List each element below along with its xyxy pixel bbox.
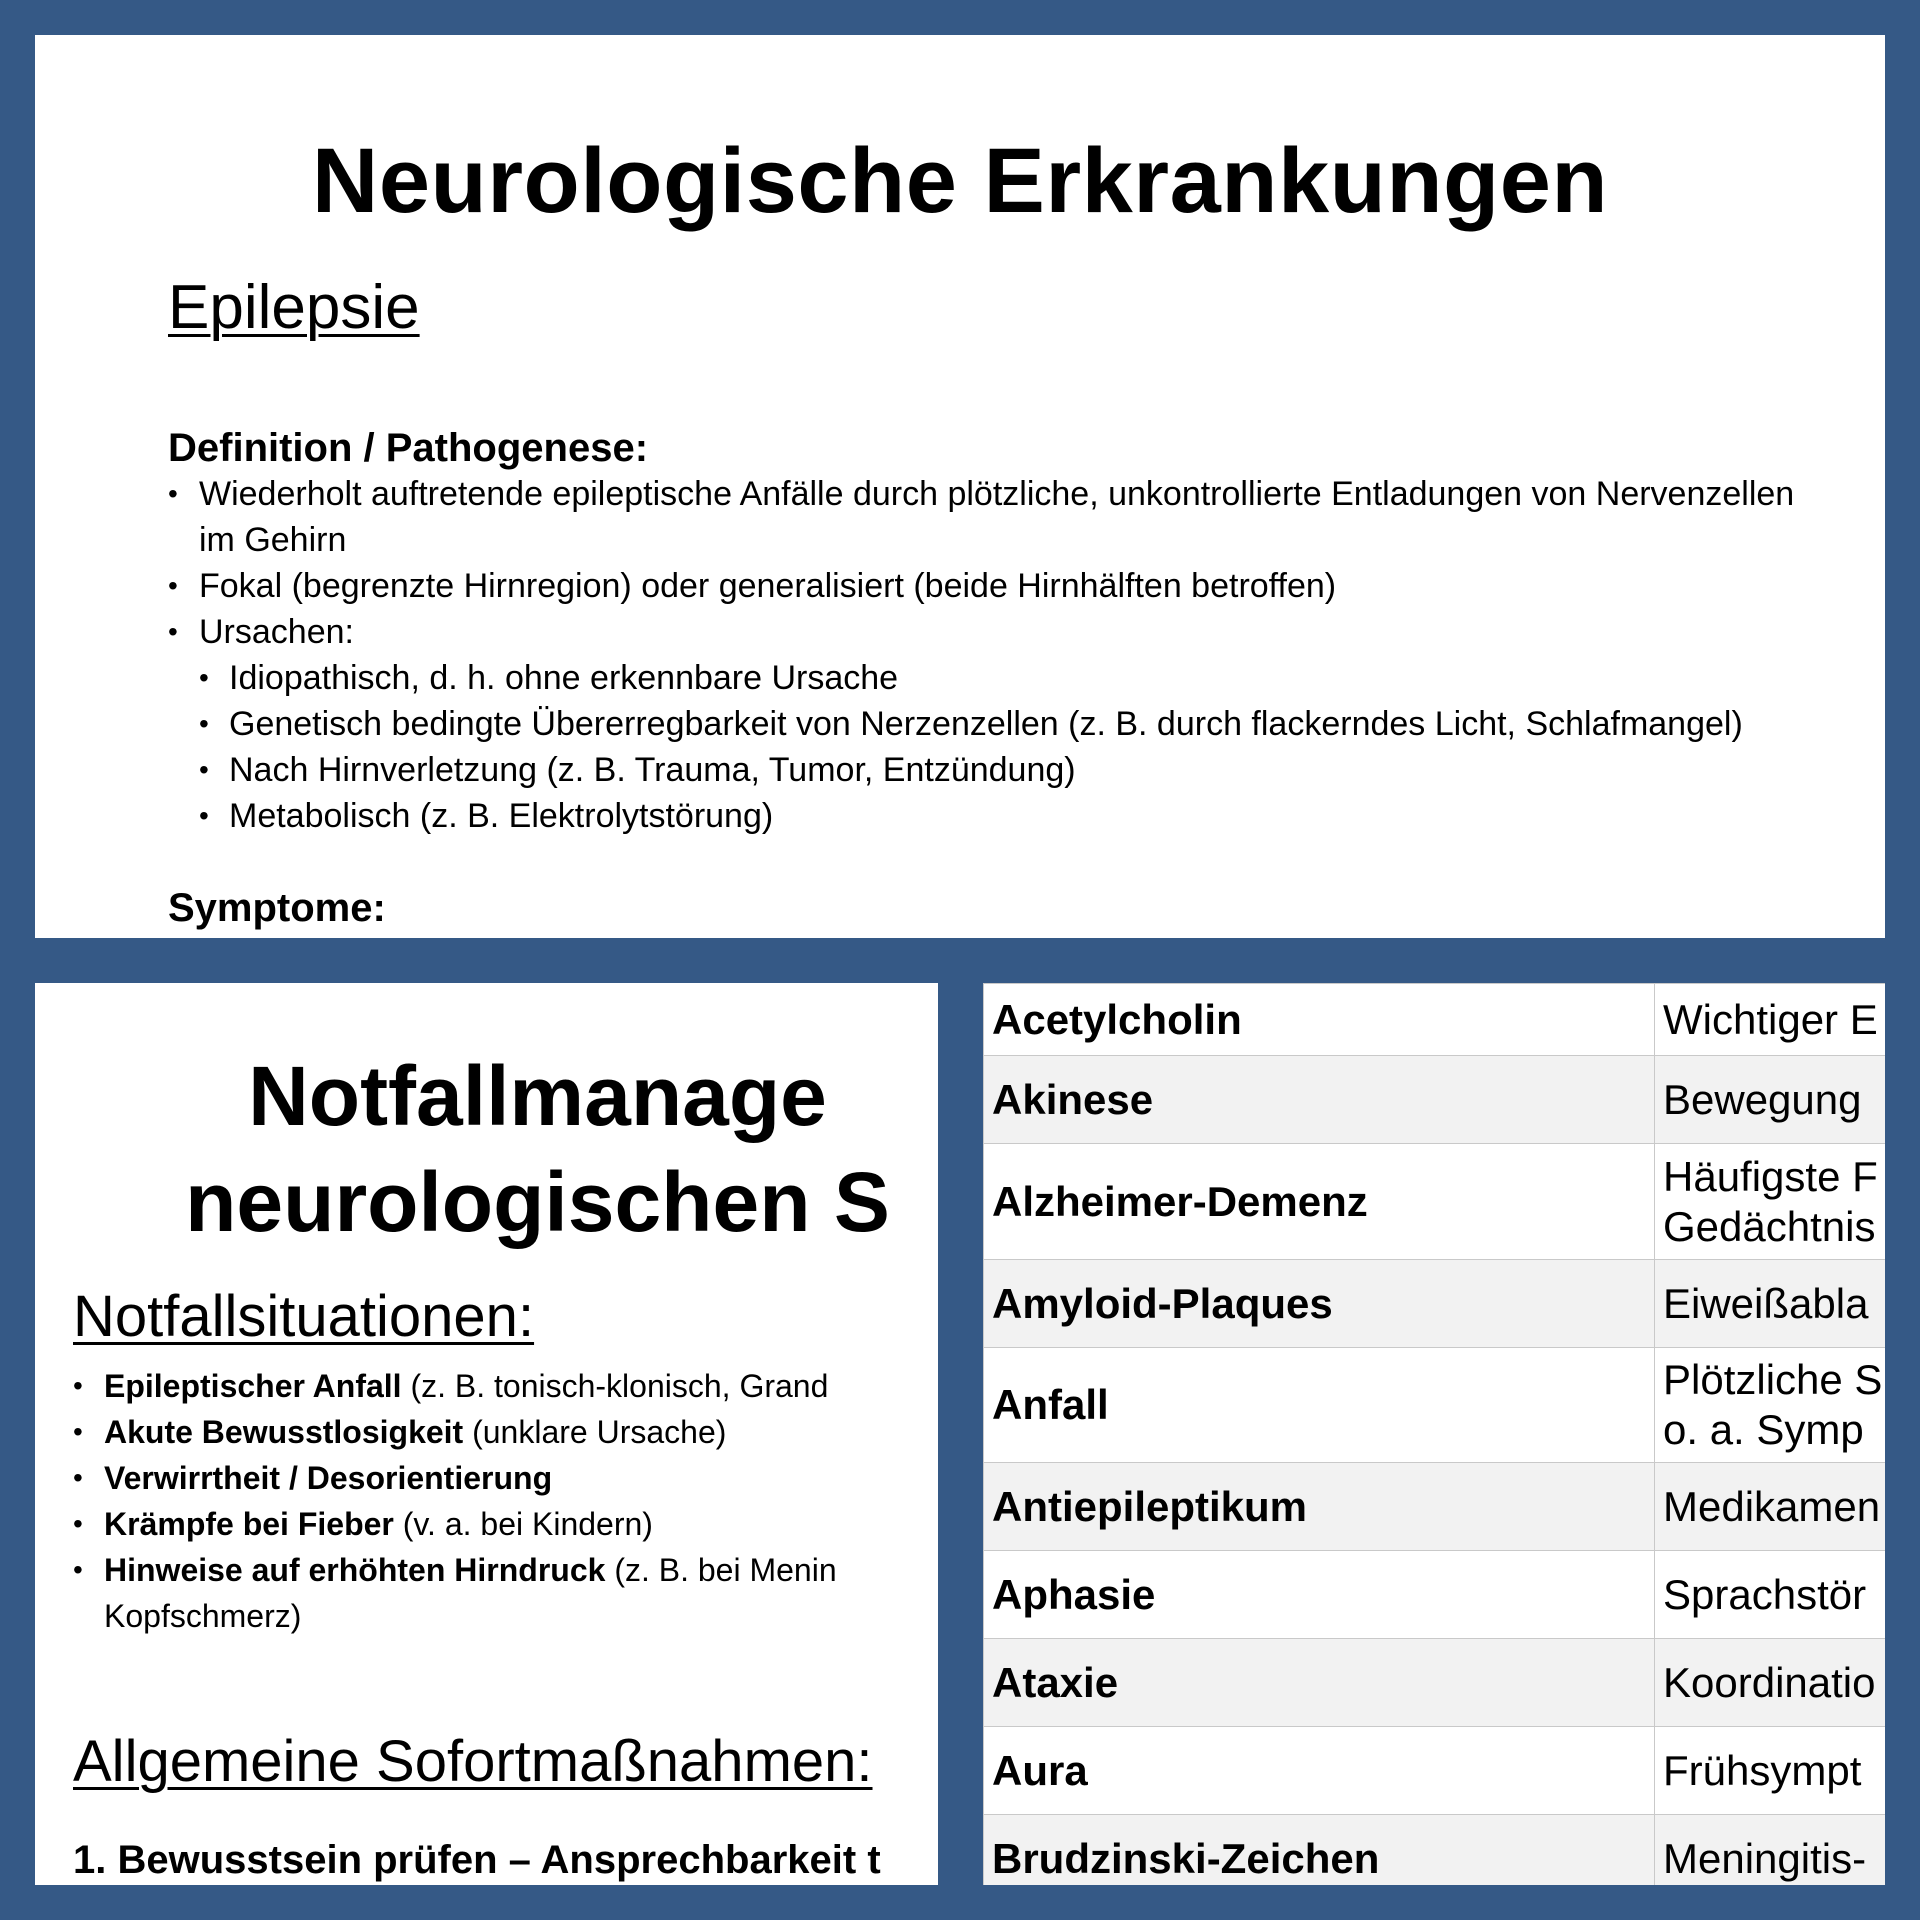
term-cell: Aura bbox=[984, 1727, 1655, 1815]
desc-cell: Frühsympt bbox=[1655, 1727, 1886, 1815]
section-heading-notfallsituationen: Notfallsituationen: bbox=[73, 1284, 535, 1349]
desc-line: Plötzliche S bbox=[1663, 1356, 1883, 1403]
term-cell: Acetylcholin bbox=[984, 984, 1655, 1056]
desc-cell: Medikamen bbox=[1655, 1463, 1886, 1551]
term-cell: Ataxie bbox=[984, 1639, 1655, 1727]
desc-cell: Koordinatio bbox=[1655, 1639, 1886, 1727]
list-item: • Wiederholt auftretende epileptische Anfälle durch plötzliche, unkontrollierte Entladungen von Nervenzellen im Gehirn bbox=[168, 471, 1818, 563]
table-row bbox=[984, 1551, 1886, 1639]
desc-line: Häufigste F bbox=[1663, 1152, 1878, 1200]
list-item: • Metabolisch (z. B. Elektrolytstörung) bbox=[199, 793, 1818, 839]
situations-list bbox=[73, 1363, 938, 1639]
epilepsie-page bbox=[35, 35, 1885, 938]
term-cell: Alzheimer-Demenz bbox=[984, 1144, 1655, 1260]
desc-cell: Meningitis- bbox=[1655, 1815, 1886, 1886]
section-heading-sofortmassnahmen: Allgemeine Sofortmaßnahmen: bbox=[73, 1729, 873, 1794]
item-rest: (z. B. tonisch-klonisch, Grand bbox=[401, 1368, 829, 1404]
table-row bbox=[984, 1639, 1886, 1727]
definition-list bbox=[168, 471, 1818, 839]
list-item: • Fokal (begrenzte Hirnregion) oder generalisiert (beide Hirnhälften betroffen) bbox=[168, 563, 1818, 609]
item-rest: Kopfschmerz) bbox=[104, 1598, 302, 1634]
term-cell: Amyloid-Plaques bbox=[984, 1260, 1655, 1348]
item-bold: Hinweise auf erhöhten Hirndruck bbox=[104, 1552, 606, 1588]
item-rest: (unklare Ursache) bbox=[463, 1414, 727, 1450]
table-row bbox=[984, 984, 1886, 1056]
list-item bbox=[168, 609, 1818, 839]
desc-cell: Wichtiger E bbox=[1655, 984, 1886, 1056]
item-rest: (z. B. bei Menin bbox=[605, 1552, 837, 1588]
section-heading-epilepsie: Epilepsie bbox=[168, 273, 420, 342]
list-item bbox=[73, 1547, 938, 1639]
term-cell: Akinese bbox=[984, 1056, 1655, 1144]
glossary-page bbox=[983, 983, 1885, 1885]
table-row bbox=[984, 1348, 1886, 1463]
page-title bbox=[35, 1043, 938, 1255]
list-item bbox=[73, 1363, 938, 1409]
desc-line: Gedächtnis bbox=[1663, 1202, 1876, 1250]
list-item bbox=[73, 1455, 938, 1501]
term-cell: Aphasie bbox=[984, 1551, 1655, 1639]
step-1: 1. Bewusstsein prüfen – Ansprechbarkeit t bbox=[73, 1838, 881, 1882]
desc-cell: Sprachstör bbox=[1655, 1551, 1886, 1639]
item-bold: Akute Bewusstlosigkeit bbox=[104, 1414, 464, 1450]
causes-list bbox=[199, 655, 1818, 839]
causes-label: Ursachen: bbox=[199, 613, 354, 651]
desc-cell bbox=[1655, 1144, 1886, 1260]
term-cell: Anfall bbox=[984, 1348, 1655, 1463]
item-rest: (v. a. bei Kindern) bbox=[393, 1506, 653, 1542]
glossary-table bbox=[983, 983, 1885, 1885]
table-row bbox=[984, 1260, 1886, 1348]
table-row bbox=[984, 1727, 1886, 1815]
definition-heading: Definition / Pathogenese: bbox=[168, 426, 649, 470]
term-cell: Brudzinski-Zeichen bbox=[984, 1815, 1655, 1886]
list-item: • Idiopathisch, d. h. ohne erkennbare Ursache bbox=[199, 655, 1818, 701]
desc-line: o. a. Symp bbox=[1663, 1406, 1864, 1453]
term-cell: Antiepileptikum bbox=[984, 1463, 1655, 1551]
desc-cell bbox=[1655, 1348, 1886, 1463]
table-row bbox=[984, 1144, 1886, 1260]
list-item bbox=[73, 1409, 938, 1455]
item-bold: Epileptischer Anfall bbox=[104, 1368, 402, 1404]
epilepsie-content bbox=[168, 425, 1818, 931]
notfall-page bbox=[35, 983, 938, 1885]
list-item: • Genetisch bedingte Übererregbarkeit von Nerzenzellen (z. B. durch flackerndes Licht, Schlafmangel) bbox=[199, 701, 1818, 747]
table-row bbox=[984, 1815, 1886, 1886]
desc-cell: Bewegung bbox=[1655, 1056, 1886, 1144]
item-bold: Krämpfe bei Fieber bbox=[104, 1506, 394, 1542]
list-item bbox=[73, 1501, 938, 1547]
list-item: • Nach Hirnverletzung (z. B. Trauma, Tumor, Entzündung) bbox=[199, 747, 1818, 793]
table-row bbox=[984, 1463, 1886, 1551]
title-line: neurologischen S bbox=[185, 1155, 890, 1249]
notfall-content bbox=[73, 1363, 938, 1639]
table-row bbox=[984, 1056, 1886, 1144]
symptoms-heading: Symptome: bbox=[168, 886, 386, 930]
item-bold: Verwirrtheit / Desorientierung bbox=[104, 1460, 553, 1496]
page-title: Neurologische Erkrankungen bbox=[311, 130, 1609, 232]
title-line: Notfallmanage bbox=[248, 1049, 827, 1143]
desc-cell: Eiweißabla bbox=[1655, 1260, 1886, 1348]
